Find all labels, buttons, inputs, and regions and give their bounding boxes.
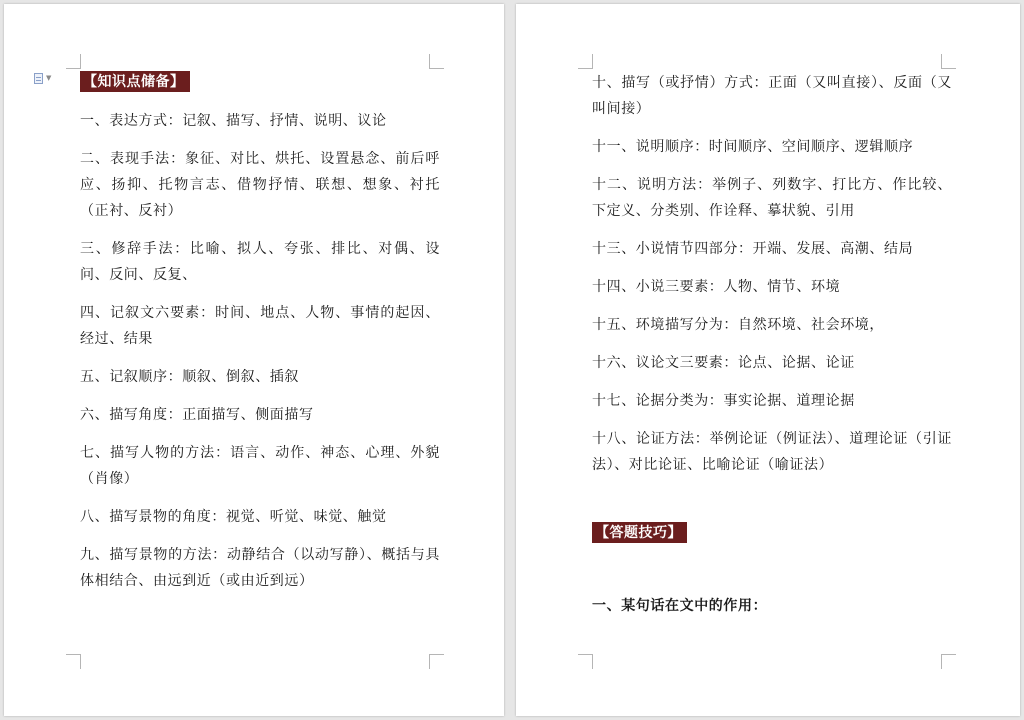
- list-item: 八、描写景物的角度：视觉、听觉、味觉、触觉: [80, 509, 387, 525]
- list-item: 十八、论证方法：举例论证（例证法）、道理论证（引证法）、对比论证、比喻论证（喻证法）: [592, 431, 952, 473]
- left-page-content: [80, 71, 440, 594]
- margin-corner-bottom-right: [941, 654, 956, 669]
- margin-corner-bottom-left: [66, 654, 81, 669]
- list-item: 五、记叙顺序：顺叙、倒叙、插叙: [80, 369, 299, 385]
- section-tag-knowledge: 【知识点储备】: [80, 71, 190, 92]
- list-item: 十五、环境描写分为：自然环境、社会环境，: [592, 317, 884, 333]
- list-item: 一、表达方式：记叙、描写、抒情、说明、议论: [80, 113, 387, 129]
- list-item: 十一、说明顺序：时间顺序、空间顺序、逻辑顺序: [592, 139, 914, 155]
- list-item: 十二、说明方法：举例子、列数字、打比方、作比较、下定义、分类别、作诠释、摹状貌、引用: [592, 177, 952, 219]
- list-item: 十三、小说情节四部分：开端、发展、高潮、结局: [592, 241, 914, 257]
- list-item: 七、描写人物的方法：语言、动作、神态、心理、外貌 （肖像）: [80, 445, 440, 487]
- sub-heading: 一、某句话在文中的作用：: [592, 598, 768, 614]
- document-icon: [34, 73, 43, 84]
- margin-corner-bottom-right: [429, 654, 444, 669]
- margin-corner-bottom-left: [578, 654, 593, 669]
- list-item: 三、修辞手法：比喻、拟人、夸张、排比、对偶、设问、反问、反复、: [80, 241, 440, 283]
- margin-corner-top-right: [941, 54, 956, 69]
- right-page-content: [592, 70, 952, 619]
- section-tag-tips: 【答题技巧】: [592, 522, 687, 543]
- document-page-right: [516, 4, 1020, 716]
- list-item: 十、描写（或抒情）方式：正面（又叫直接）、反面（又叫间接）: [592, 75, 952, 117]
- list-item: 十四、小说三要素：人物、情节、环境: [592, 279, 841, 295]
- list-item: 六、描写角度：正面描写、侧面描写: [80, 407, 314, 423]
- margin-corner-top-left: [578, 54, 593, 69]
- chevron-down-icon: ▼: [46, 73, 52, 82]
- paragraph-handle[interactable]: [34, 71, 56, 85]
- document-page-left: [4, 4, 504, 716]
- list-item: 十六、议论文三要素：论点、论据、论证: [592, 355, 855, 371]
- list-item: 四、记叙文六要素：时间、地点、人物、事情的起因、经过、结果: [80, 305, 440, 347]
- list-item: 十七、论据分类为：事实论据、道理论据: [592, 393, 855, 409]
- list-item: 二、表现手法：象征、对比、烘托、设置悬念、前后呼应、扬抑、托物言志、借物抒情、联想、想象、衬托（正衬、反衬）: [80, 151, 440, 219]
- margin-corner-top-left: [66, 54, 81, 69]
- list-item: 九、描写景物的方法：动静结合（以动写静）、概括与具体相结合、由远到近（或由近到远）: [80, 547, 440, 589]
- margin-corner-top-right: [429, 54, 444, 69]
